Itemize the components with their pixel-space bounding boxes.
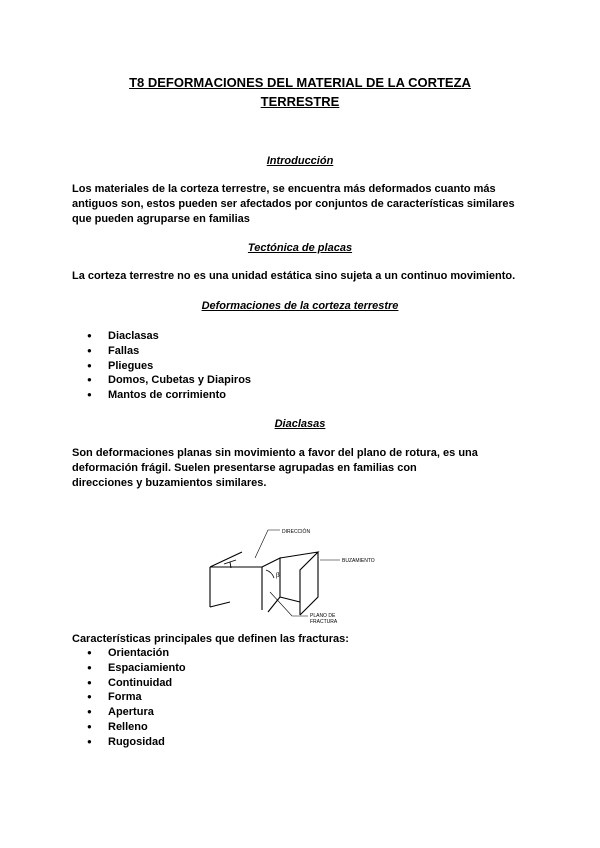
- heading-diaclasas: Diaclasas: [274, 418, 326, 430]
- diaclasas-line-1: Son deformaciones planas sin movimiento a favor del plano de rotura, es una: [72, 447, 478, 459]
- list-item: ● Relleno: [72, 720, 186, 735]
- list-item: ● Fallas: [72, 344, 251, 359]
- diaclasa-diagram: [200, 522, 400, 627]
- list-item: ● Orientación: [72, 646, 186, 661]
- right-block-bottom: [280, 597, 300, 602]
- right-block-top: [280, 552, 318, 615]
- list-item: ● Continuidad: [72, 676, 186, 691]
- fracture-plane: [262, 558, 280, 612]
- heading-deformaciones: Deformaciones de la corteza terrestre: [201, 300, 399, 312]
- list-item: ● Espaciamiento: [72, 661, 186, 676]
- diaclasas-line-3: direcciones y buzamientos similares.: [72, 477, 267, 489]
- label-buzamiento: BUZAMIENTO: [342, 558, 375, 564]
- list-item: ● Forma: [72, 690, 186, 705]
- diaclasas-paragraph: [72, 446, 532, 491]
- list-item: ● Rugosidad: [72, 735, 186, 750]
- fracturas-list: [72, 646, 186, 750]
- left-block-top-back-edge: [210, 552, 242, 567]
- heading-introduccion: Introducción: [266, 155, 334, 167]
- intro-line-3: que pueden agruparse en familias: [72, 213, 250, 225]
- list-item: ● Pliegues: [72, 359, 251, 374]
- deformaciones-list: [72, 329, 251, 403]
- list-item: ● Apertura: [72, 705, 186, 720]
- left-block-bottom-edge: [210, 602, 230, 607]
- title-line-2: TERRESTRE: [260, 94, 340, 109]
- list-item: ● Mantos de corrimiento: [72, 388, 251, 403]
- list-item: ● Diaclasas: [72, 329, 251, 344]
- label-direccion: DIRECCIÓN: [282, 529, 311, 535]
- label-plano-2: FRACTURA: [310, 619, 338, 625]
- dip-arc: [266, 570, 274, 578]
- intro-paragraph: [72, 182, 532, 227]
- label-angle-beta: β: [276, 571, 280, 579]
- tectonica-paragraph: La corteza terrestre no es una unidad estática sino sujeta a un continuo movimiento.: [72, 270, 516, 282]
- title-line-1: T8 DEFORMACIONES DEL MATERIAL DE LA CORTEZA: [129, 75, 471, 90]
- fracturas-intro: Características principales que definen las fracturas:: [72, 633, 349, 645]
- leader-direccion: [255, 530, 280, 558]
- intro-line-2: antiguos son, estos pueden ser afectados por conjuntos de características similares: [72, 198, 515, 210]
- label-plano-1: PLANO DE: [310, 613, 336, 619]
- diaclasas-line-2: deformación frágil. Suelen presentarse agrupadas en familias con: [72, 462, 417, 474]
- heading-tectonica: Tectónica de placas: [247, 242, 353, 254]
- list-item: ● Domos, Cubetas y Diapiros: [72, 373, 251, 388]
- document-title: [60, 73, 540, 111]
- intro-line-1: Los materiales de la corteza terrestre, se encuentra más deformados cuanto más: [72, 183, 496, 195]
